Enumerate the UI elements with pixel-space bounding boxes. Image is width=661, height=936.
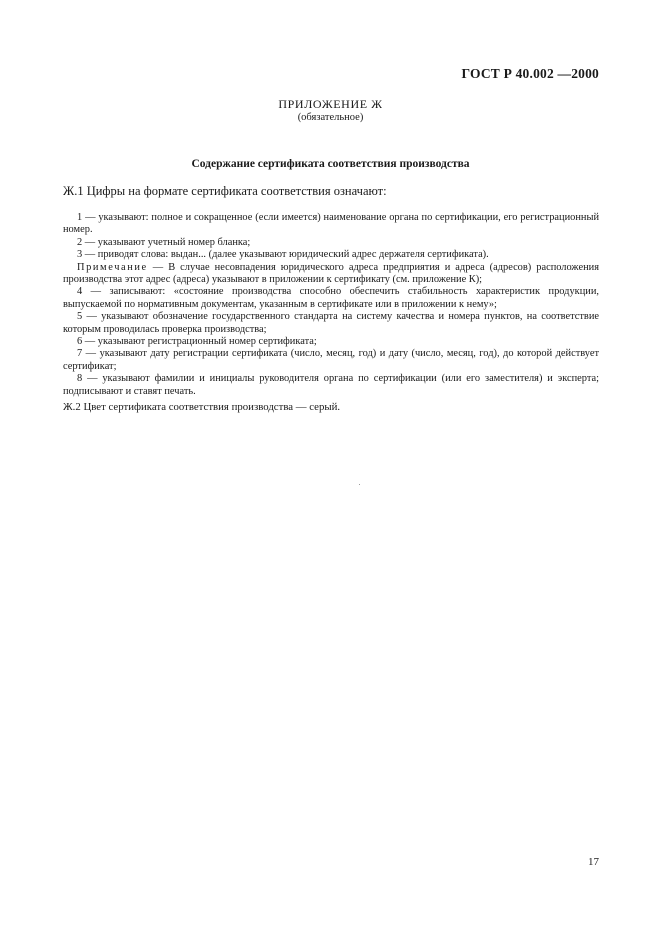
list-item: 3 — приводят слова: выдан... (далее указывают юридический адрес держателя сертификата). bbox=[77, 249, 489, 261]
note-label: Примечание bbox=[77, 261, 148, 273]
appendix-status: (обязательное) bbox=[297, 112, 364, 123]
list-item: 8 — указывают фамилии и инициалы руководителя органа по сертификации (или его заместителя) и эксперта; подписывают и ставят печать. bbox=[63, 373, 599, 397]
list-item: 5 — указывают обозначение государственного стандарта на систему качества и номера пунктов, на соответствие которым проводилась проверка производства; bbox=[63, 311, 599, 335]
list-item: 1 — указывают: полное и сокращенное (если имеется) наименование органа по сертификации, его регистрационный номер. bbox=[63, 212, 599, 236]
list-item: 4 — записывают: «состояние производства способно обеспечить стабильность характеристик продукции, выпускаемой по нормативным документам, указанным в сертификате или в приложении к нему»; bbox=[63, 286, 599, 310]
list-item: 7 — указывают дату регистрации сертификата (число, месяц, год) и дату (число, месяц, год), до которой действует сертификат; bbox=[63, 348, 599, 372]
appendix-heading bbox=[0, 97, 661, 125]
note-text: — В случае несовпадения юридического адреса предприятия и адреса (адресов) расположения производства этот адрес (адреса) указывают в приложении к сертификату (см. приложение К); bbox=[63, 261, 599, 286]
items-list bbox=[63, 212, 599, 398]
section-intro: Ж.1 Цифры на формате сертификата соответствия означают: bbox=[63, 184, 387, 198]
standard-number: ГОСТ Р 40.002 —2000 bbox=[461, 66, 599, 81]
appendix-title: ПРИЛОЖЕНИЕ Ж bbox=[278, 97, 383, 111]
page-number: 17 bbox=[588, 856, 599, 868]
scan-speck bbox=[359, 484, 360, 485]
closing-paragraph: Ж.2 Цвет сертификата соответствия производства — серый. bbox=[63, 401, 341, 413]
note-paragraph bbox=[63, 262, 599, 287]
list-item: 2 — указывают учетный номер бланка; bbox=[77, 236, 251, 248]
section-title: Содержание сертификата соответствия производства bbox=[191, 158, 470, 170]
list-item: 6 — указывают регистрационный номер сертификата; bbox=[77, 336, 317, 348]
